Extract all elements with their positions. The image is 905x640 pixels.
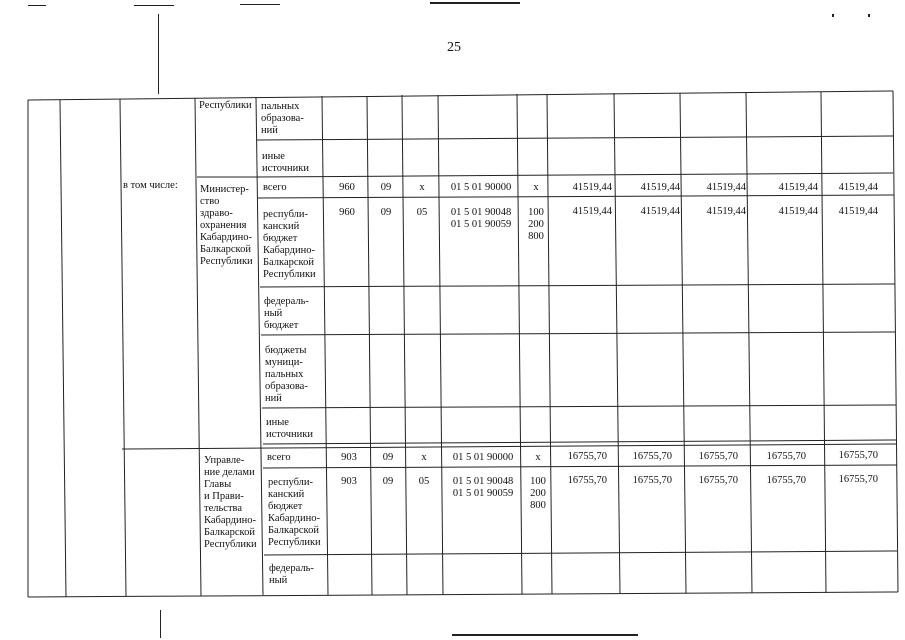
funding-source: иные источники	[266, 417, 313, 440]
amount-value: 16755,70	[766, 451, 806, 462]
funding-source: федераль- ный	[269, 563, 314, 586]
amount-value: 41519,44	[640, 206, 680, 217]
funding-source: всего	[263, 182, 287, 193]
amount-value: 41519,44	[838, 182, 878, 193]
funding-source: федераль- ный бюджет	[264, 296, 309, 331]
expense-type-code: х	[533, 182, 539, 193]
amount-value: 16755,70	[698, 451, 738, 462]
amount-value: 41519,44	[706, 206, 746, 217]
amount-value: 16755,70	[838, 450, 878, 461]
grbs-code: 960	[339, 207, 355, 218]
org-name: Министер- ство здраво- охранения Кабардино- Балкарской Республики	[200, 184, 253, 267]
amount-value: 41519,44	[706, 182, 746, 193]
subsection-code: 05	[416, 207, 428, 218]
amount-value: 41519,44	[572, 206, 612, 217]
target-article-code: 01 5 01 90048 01 5 01 90059	[450, 207, 512, 230]
funding-source: пальных образова- ний	[261, 101, 304, 136]
funding-source: иные источники	[262, 151, 309, 174]
amount-value: 41519,44	[572, 182, 612, 193]
amount-value: 16755,70	[567, 475, 607, 486]
grbs-code: 903	[341, 476, 357, 487]
group-label: в том числе:	[123, 180, 178, 191]
funding-source: республи- канский бюджет Кабардино- Балкарской Республики	[263, 209, 316, 280]
section-code: 09	[380, 207, 392, 218]
funding-source: бюджеты муници- пальных образова- ний	[265, 345, 308, 404]
target-article-code: 01 5 01 90000	[450, 182, 512, 193]
org-name: Республики	[199, 100, 252, 111]
expense-type-code: х	[535, 452, 541, 463]
expense-type-code: 100 200 800	[528, 207, 544, 242]
expense-type-code: 100 200 800	[530, 476, 546, 511]
amount-value: 16755,70	[838, 474, 878, 485]
target-article-code: 01 5 01 90000	[452, 452, 514, 463]
amount-value: 16755,70	[567, 451, 607, 462]
funding-source: республи- канский бюджет Кабардино- Балкарской Республики	[268, 477, 321, 548]
section-code: 09	[380, 182, 392, 193]
subsection-code: х	[421, 452, 427, 463]
amount-value: 16755,70	[698, 475, 738, 486]
grbs-code: 960	[339, 182, 355, 193]
amount-value: 41519,44	[778, 182, 818, 193]
funding-source: всего	[267, 452, 291, 463]
amount-value: 16755,70	[632, 475, 672, 486]
amount-value: 16755,70	[766, 475, 806, 486]
page-number: 25	[447, 40, 461, 55]
amount-value: 16755,70	[632, 451, 672, 462]
target-article-code: 01 5 01 90048 01 5 01 90059	[452, 476, 514, 499]
section-code: 09	[382, 452, 394, 463]
amount-value: 41519,44	[778, 206, 818, 217]
amount-value: 41519,44	[838, 206, 878, 217]
section-code: 09	[382, 476, 394, 487]
org-name: Управле- ние делами Главы и Прави- тельства Кабардино- Балкарской Республики	[204, 455, 257, 550]
grbs-code: 903	[341, 452, 357, 463]
amount-value: 41519,44	[640, 182, 680, 193]
subsection-code: х	[419, 182, 425, 193]
subsection-code: 05	[418, 476, 430, 487]
